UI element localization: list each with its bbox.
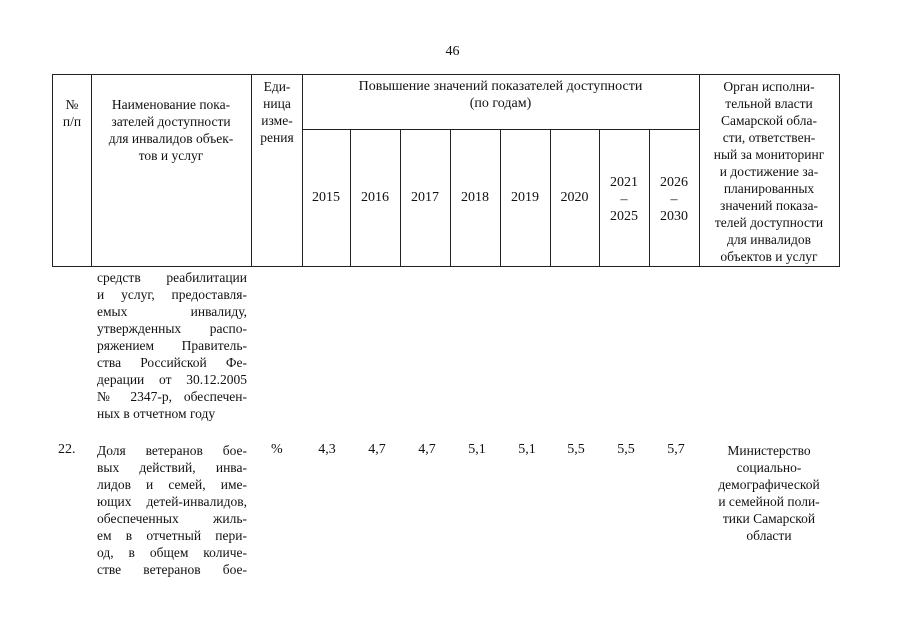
- header-indicator-name: Наименование пока- зателей доступности для инвалидов объек- тов и услуг: [108, 97, 234, 163]
- row-indicator-text: Доля ветеранов бое- вых действий, инва- лидов и семей, име- ющих детей-инвалидов, обеспеченных жиль- ем в отчетный пери- од, в общем количе- стве ветеранов бое-: [97, 443, 247, 577]
- year-header-2021-2025: 2021 – 2025: [610, 175, 638, 224]
- value-2017: 4,7: [418, 442, 436, 457]
- year-header-2018: 2018: [461, 190, 489, 205]
- year-header-2020: 2020: [560, 190, 589, 205]
- value-2015: 4,3: [318, 442, 336, 457]
- year-header-2017: 2017: [411, 190, 439, 205]
- value-2026-2030: 5,7: [667, 442, 685, 457]
- value-2020: 5,5: [567, 442, 585, 457]
- header-increase-values: Повышение значений показателей доступности (по годам): [358, 79, 643, 111]
- year-header-2015: 2015: [312, 190, 340, 205]
- header-unit: Еди- ница изме- рения: [260, 79, 294, 145]
- continued-row-text: средств реабилитации и услуг, предоставля- емых инвалиду, утвержденных распо- ряжением Правитель- ства Российской Фе- дерации от 30.12.2005 № 2347-р, обеспечен- ных в отчетном году: [97, 270, 247, 421]
- header-number: № п/п: [62, 97, 82, 129]
- page-number: 46: [445, 44, 460, 59]
- value-2016: 4,7: [368, 442, 386, 457]
- row-number: 22.: [58, 442, 76, 457]
- row-responsible-organ: Министерство социально- демографической и семейной поли- тики Самарской области: [718, 443, 820, 543]
- year-header-2016: 2016: [361, 190, 389, 205]
- year-header-2019: 2019: [511, 190, 539, 205]
- value-2021-2025: 5,5: [617, 442, 635, 457]
- value-2018: 5,1: [468, 442, 486, 457]
- header-responsible-organ: Орган исполни- тельной власти Самарской обла- сти, ответствен- ный за мониторинг и достижение за- планированных значений показа- телей доступности для инвалидов объектов и услуг: [713, 79, 825, 264]
- year-header-2026-2030: 2026 – 2030: [660, 175, 688, 224]
- value-2019: 5,1: [518, 442, 536, 457]
- row-unit: %: [271, 442, 283, 457]
